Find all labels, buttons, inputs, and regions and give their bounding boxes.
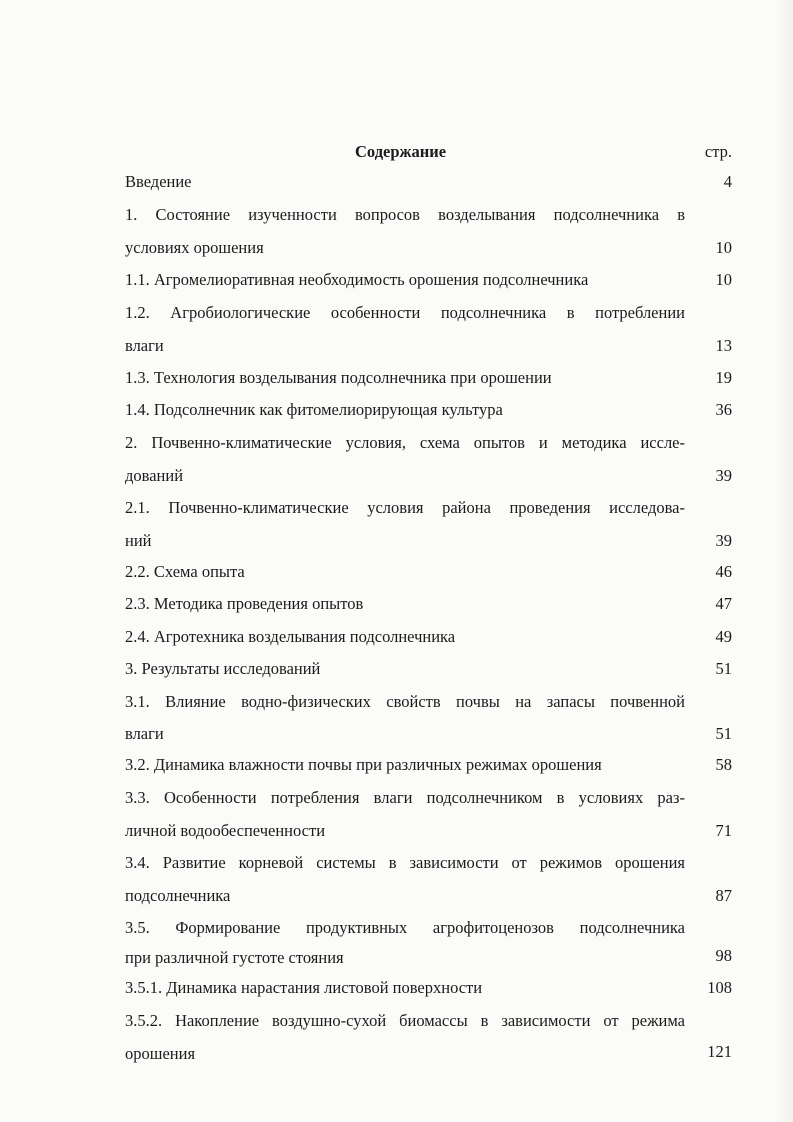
toc-entry-text: ний xyxy=(125,531,152,550)
toc-entry-text: 2.1. Почвенно-климатические условия района проведения исследова- xyxy=(125,498,685,517)
page-title: Содержание xyxy=(355,142,447,161)
page-edge-shadow xyxy=(775,0,793,1122)
toc-page-number: 51 xyxy=(715,659,732,678)
toc-page-number: 49 xyxy=(715,627,732,646)
toc-entry-text: 1. Состояние изученности вопросов возделывания подсолнечника в xyxy=(125,205,685,224)
toc-page-number: 19 xyxy=(715,368,732,387)
toc-entry-text: 2.2. Схема опыта xyxy=(125,562,245,581)
toc-page-number: 98 xyxy=(715,946,732,965)
toc-entry-text: 3.4. Развитие корневой системы в зависимости от режимов орошения xyxy=(125,853,685,872)
toc-page-number: 71 xyxy=(715,821,732,840)
toc-entry-text: 1.3. Технология возделывания подсолнечника при орошении xyxy=(125,368,552,387)
toc-page-number: 51 xyxy=(715,724,732,743)
toc-entry-text: 3. Результаты исследований xyxy=(125,659,321,678)
toc-page-number: 10 xyxy=(715,238,732,257)
toc-page-number: 39 xyxy=(715,466,732,485)
toc-entry-text: 2. Почвенно-климатические условия, схема опытов и методика иссле- xyxy=(125,433,685,452)
toc-page-number: 46 xyxy=(715,562,732,581)
toc-page-number: 4 xyxy=(723,172,732,191)
toc-page-number: 13 xyxy=(715,336,732,355)
toc-entry-text: 3.2. Динамика влажности почвы при различных режимах орошения xyxy=(125,755,602,774)
toc-entry-text: 3.5. Формирование продуктивных агрофитоценозов подсолнечника xyxy=(125,918,685,937)
toc-page-number: 47 xyxy=(715,594,732,613)
toc-page-number: 108 xyxy=(707,978,732,997)
toc-entry-text: влаги xyxy=(125,336,164,355)
toc-page-number: 10 xyxy=(715,270,732,289)
toc-header xyxy=(0,142,793,166)
toc-page-number: 39 xyxy=(715,531,732,550)
toc-entry-text: влаги xyxy=(125,724,164,743)
toc-page-number: 121 xyxy=(707,1042,732,1061)
toc-entry-text: 2.3. Методика проведения опытов xyxy=(125,594,364,613)
toc-entry-text: 2.4. Агротехника возделывания подсолнечника xyxy=(125,627,456,646)
page-column-label: стр. xyxy=(704,142,732,161)
toc-entry-text: при различной густоте стояния xyxy=(125,948,344,967)
toc-page-number: 87 xyxy=(715,886,732,905)
toc-entry-text: Введение xyxy=(125,172,192,191)
toc-entry-text: 3.1. Влияние водно-физических свойств почвы на запасы почвенной xyxy=(125,692,685,711)
toc-entry-text: 1.4. Подсолнечник как фитомелиорирующая культура xyxy=(125,400,503,419)
toc-page-number: 58 xyxy=(715,755,732,774)
toc-entry-text: 3.5.2. Накопление воздушно-сухой биомассы в зависимости от режима xyxy=(125,1011,685,1030)
toc-entry-text: 3.3. Особенности потребления влаги подсолнечником в условиях раз- xyxy=(125,788,685,807)
toc-entry-text: 1.2. Агробиологические особенности подсолнечника в потреблении xyxy=(125,303,685,322)
toc-entry-text: дований xyxy=(125,466,184,485)
toc-entry-text: 3.5.1. Динамика нарастания листовой поверхности xyxy=(125,978,483,997)
toc-page-number: 36 xyxy=(715,400,732,419)
toc-entry-text: 1.1. Агромелиоративная необходимость орошения подсолнечника xyxy=(125,270,589,289)
toc-entry-text: орошения xyxy=(125,1044,196,1063)
toc-entry-text: подсолнечника xyxy=(125,886,231,905)
toc-entry-text: условиях орошения xyxy=(125,238,264,257)
toc-entry-text: личной водообеспеченности xyxy=(125,821,326,840)
